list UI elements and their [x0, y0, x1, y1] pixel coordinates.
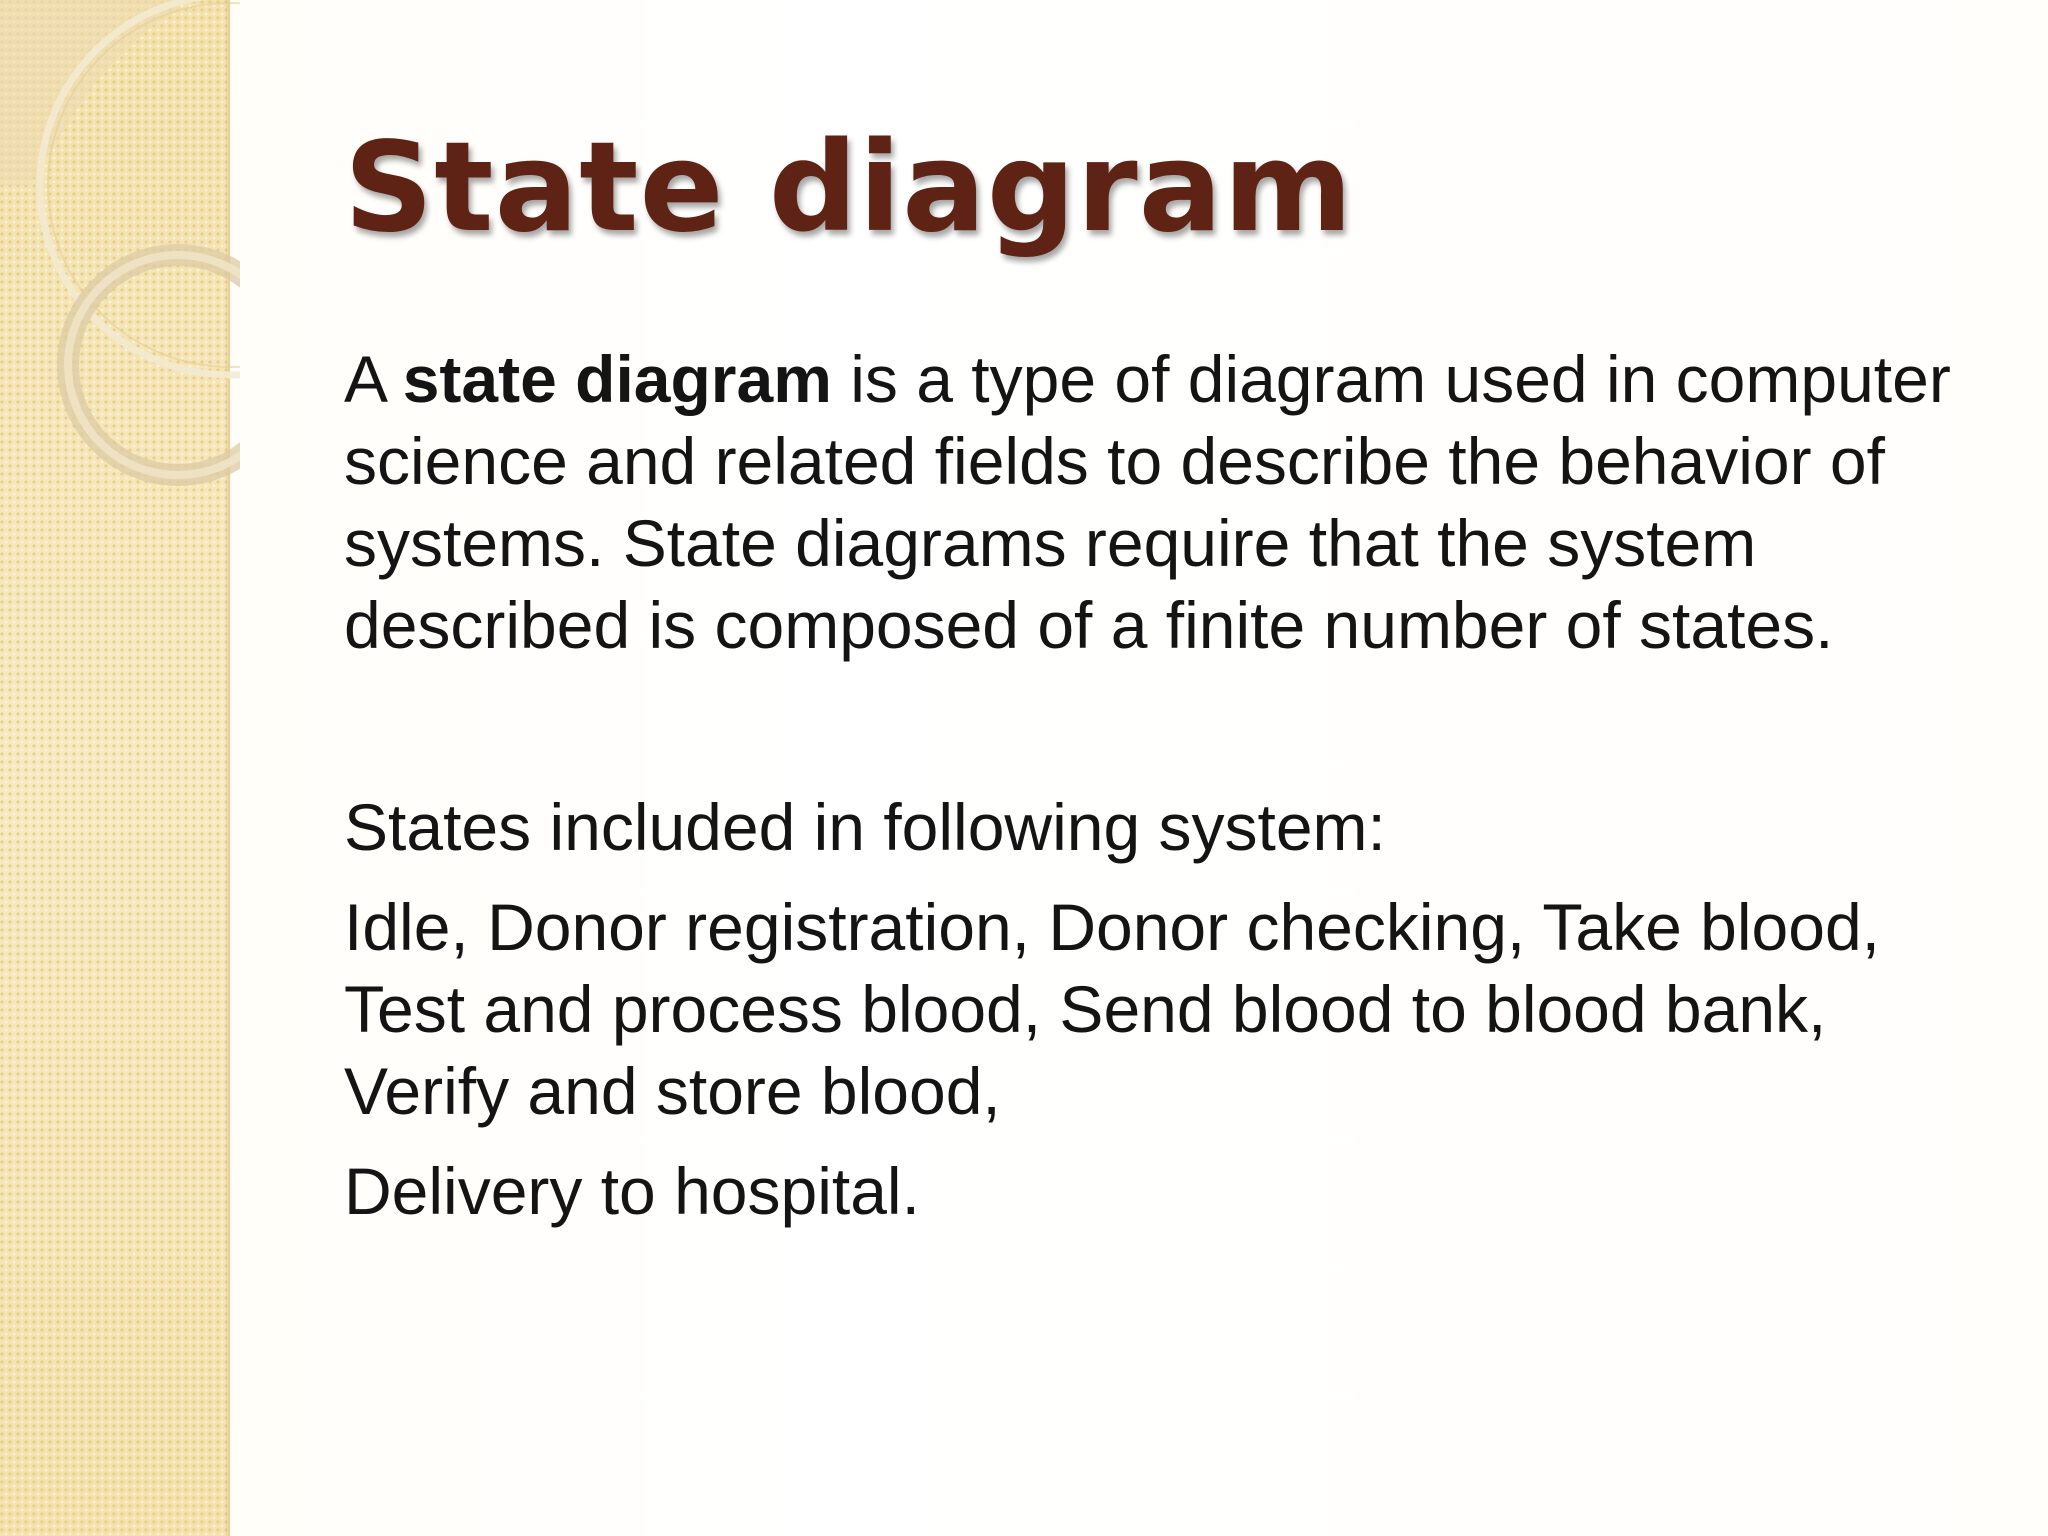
decorative-rings — [0, 0, 240, 520]
states-list: Idle, Donor registration, Donor checking, Take blood, Test and process blood, Send blood to blood bank, Verify and store blood, — [344, 890, 1880, 1128]
intro-term: state diagram — [402, 342, 832, 416]
slide-body — [344, 338, 1984, 1232]
intro-lead: A — [344, 342, 403, 416]
states-heading: States included in following system: — [344, 790, 1386, 864]
states-last: Delivery to hospital. — [344, 1154, 920, 1228]
intro-paragraph — [344, 338, 1984, 666]
small-ring — [68, 255, 240, 475]
intro-rest: is a type of diagram used in computer science and related fields to describe the behavior of systems. State diagrams require that the system described is composed of a finite number of states. — [344, 342, 1951, 662]
slide-title: State diagram — [344, 116, 1354, 260]
corner-block — [0, 0, 180, 185]
